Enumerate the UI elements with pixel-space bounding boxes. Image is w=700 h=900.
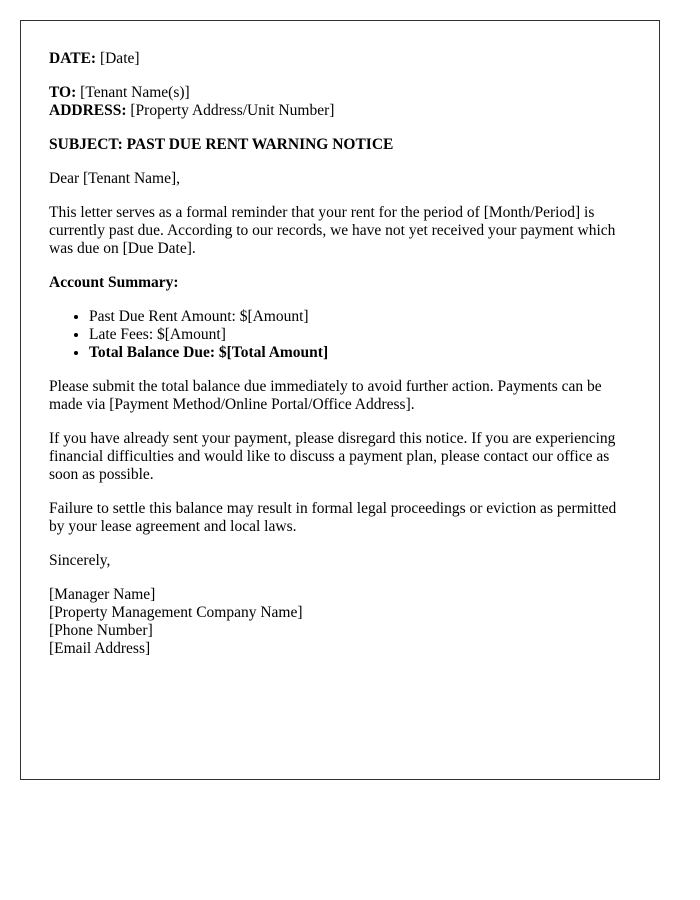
list-item-total-balance — [89, 344, 631, 362]
paragraph-legal-warning: Failure to settle this balance may result in formal legal proceedings or eviction as permitted by your lease agreement and local laws. — [49, 500, 617, 535]
list-item-past-due-rent: • Past Due Rent Amount: $[Amount] — [89, 308, 631, 326]
signature-company: [Property Management Company Name] — [49, 604, 303, 621]
signature-phone: [Phone Number] — [49, 622, 153, 639]
account-summary-list — [49, 308, 631, 362]
list-item-late-fees: • Late Fees: $[Amount] — [89, 326, 631, 344]
date-line — [49, 50, 631, 68]
address-line — [49, 102, 631, 120]
letter-page — [20, 20, 660, 780]
date-label: DATE: — [49, 50, 97, 67]
paragraph-payment-plan: If you have already sent your payment, please disregard this notice. If you are experiencing financial difficulties and would like to discuss a payment plan, please contact our office as soon as possible. — [49, 430, 616, 483]
salutation: Dear [Tenant Name], — [49, 170, 181, 187]
signature-block — [49, 586, 631, 658]
date-value: [Date] — [99, 50, 140, 67]
subject-line — [49, 136, 631, 154]
account-summary-heading-text: Account Summary: — [49, 274, 179, 291]
paragraph-payment-instructions: Please submit the total balance due immediately to avoid further action. Payments can be made via [Payment Method/Online Portal/Office Address]. — [49, 378, 602, 413]
subject-text: SUBJECT: PAST DUE RENT WARNING NOTICE — [49, 136, 394, 153]
account-summary-heading — [49, 274, 631, 292]
to-value: [Tenant Name(s)] — [80, 84, 190, 101]
signature-email: [Email Address] — [49, 640, 151, 657]
total-balance-text: Total Balance Due: $[Total Amount] — [89, 344, 329, 361]
to-line — [49, 84, 631, 102]
signature-manager: [Manager Name] — [49, 586, 156, 603]
closing: Sincerely, — [49, 552, 111, 569]
address-label: ADDRESS: — [49, 102, 127, 119]
address-value: [Property Address/Unit Number] — [130, 102, 335, 119]
paragraph-rent-reminder: This letter serves as a formal reminder that your rent for the period of [Month/Period] is currently past due. According to our records, we have not yet received your payment which was due on [Due Date]. — [49, 204, 616, 257]
to-label: TO: — [49, 84, 77, 101]
